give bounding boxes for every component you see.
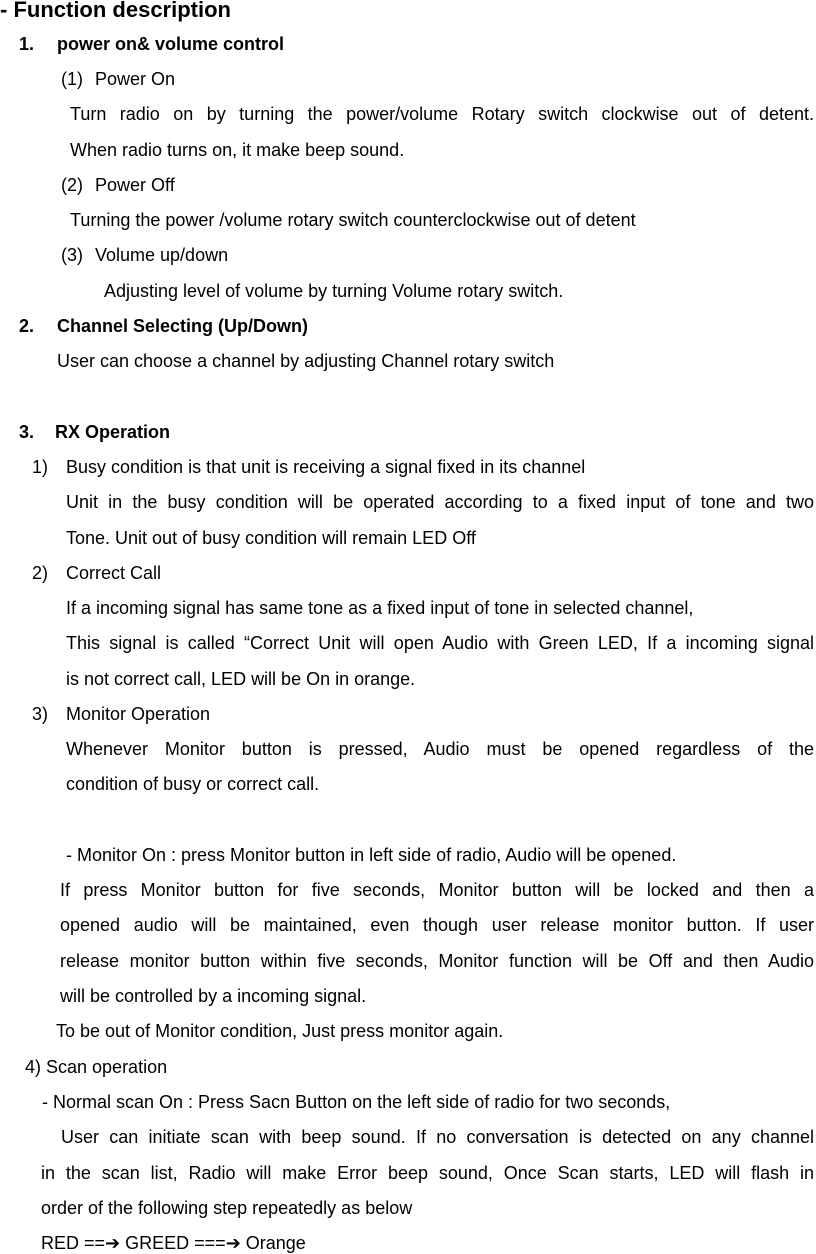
scan-title: 4) Scan operation [25,1057,168,1077]
busy-text-2: Tone. Unit out of busy condition will remain LED Off [66,528,476,548]
led-green-label: GREED === [120,1233,226,1253]
channel-text: User can choose a channel by adjusting Channel rotary switch [57,351,555,371]
power-on-label: Power On [95,69,176,89]
correct-call-number: 2) [32,563,49,583]
power-off-label: Power Off [95,175,175,195]
scan-text-3: in the scan list, Radio will make Error beep sound, Once Scan starts, LED will flash in [41,1163,814,1183]
section-heading: - Function description [0,0,231,22]
volume-number: (3) [61,245,83,265]
busy-number: 1) [32,457,49,477]
monitor-text-2: condition of busy or correct call. [66,774,320,794]
monitor-text-4: If press Monitor button for five seconds, Monitor button will be locked and then a [60,880,814,900]
busy-text-1: Unit in the busy condition will be operated according to a fixed input of tone and two [66,492,814,512]
section-2-title [19,315,816,337]
volume-text: Adjusting level of volume by turning Volume rotary switch. [104,281,564,301]
busy-label: Busy condition is that unit is receiving a signal fixed in its channel [66,457,586,477]
monitor-text-5: opened audio will be maintained, even though user release monitor button. If user [60,915,814,935]
correct-call-text-2: This signal is called “Correct Unit will open Audio with Green LED, If a incoming signal [66,633,814,653]
scan-text-1: - Normal scan On : Press Sacn Button on the left side of radio for two seconds, [42,1092,671,1112]
power-on-title [61,68,816,90]
busy-title [32,456,816,478]
monitor-text-6: release monitor button within five seconds, Monitor function will be Off and then Audio [60,951,814,971]
led-sequence [41,1232,816,1254]
correct-call-text-1: If a incoming signal has same tone as a fixed input of tone in selected channel, [66,598,694,618]
section-3-number: 3. [19,422,35,442]
led-red-label: RED == [41,1233,106,1253]
power-on-number: (1) [61,69,83,89]
volume-label: Volume up/down [95,245,229,265]
monitor-number: 3) [32,704,49,724]
led-orange-label: Orange [240,1233,306,1253]
arrow-right-icon: ➔ [105,1233,121,1253]
correct-call-label: Correct Call [66,563,162,583]
correct-call-text-3: is not correct call, LED will be On in orange. [66,669,416,689]
monitor-title [32,703,816,725]
section-1-title [19,33,816,55]
section-3-title [19,421,816,443]
monitor-text-8: To be out of Monitor condition, Just press monitor again. [56,1021,504,1041]
section-1-label: power on& volume control [57,34,285,54]
arrow-right-icon: ➔ [225,1233,241,1253]
power-off-text: Turning the power /volume rotary switch counterclockwise out of detent [70,210,636,230]
correct-call-title [32,562,816,584]
scan-text-2: User can initiate scan with beep sound. If no conversation is detected on any channel [61,1127,814,1147]
power-on-text-2: When radio turns on, it make beep sound. [70,140,405,160]
scan-text-4: order of the following step repeatedly as below [41,1198,413,1218]
section-1-number: 1. [19,34,35,54]
section-2-number: 2. [19,316,35,336]
power-on-text-1: Turn radio on by turning the power/volume Rotary switch clockwise out of detent. [70,104,814,124]
power-off-title [61,174,816,196]
volume-title [61,244,816,266]
power-off-number: (2) [61,175,83,195]
monitor-label: Monitor Operation [66,704,211,724]
monitor-text-1: Whenever Monitor button is pressed, Audio must be opened regardless of the [66,739,814,759]
section-2-label: Channel Selecting (Up/Down) [57,316,309,336]
section-3-label: RX Operation [55,422,171,442]
monitor-on-text: - Monitor On : press Monitor button in left side of radio, Audio will be opened. [66,845,677,865]
monitor-text-7: will be controlled by a incoming signal. [60,986,367,1006]
